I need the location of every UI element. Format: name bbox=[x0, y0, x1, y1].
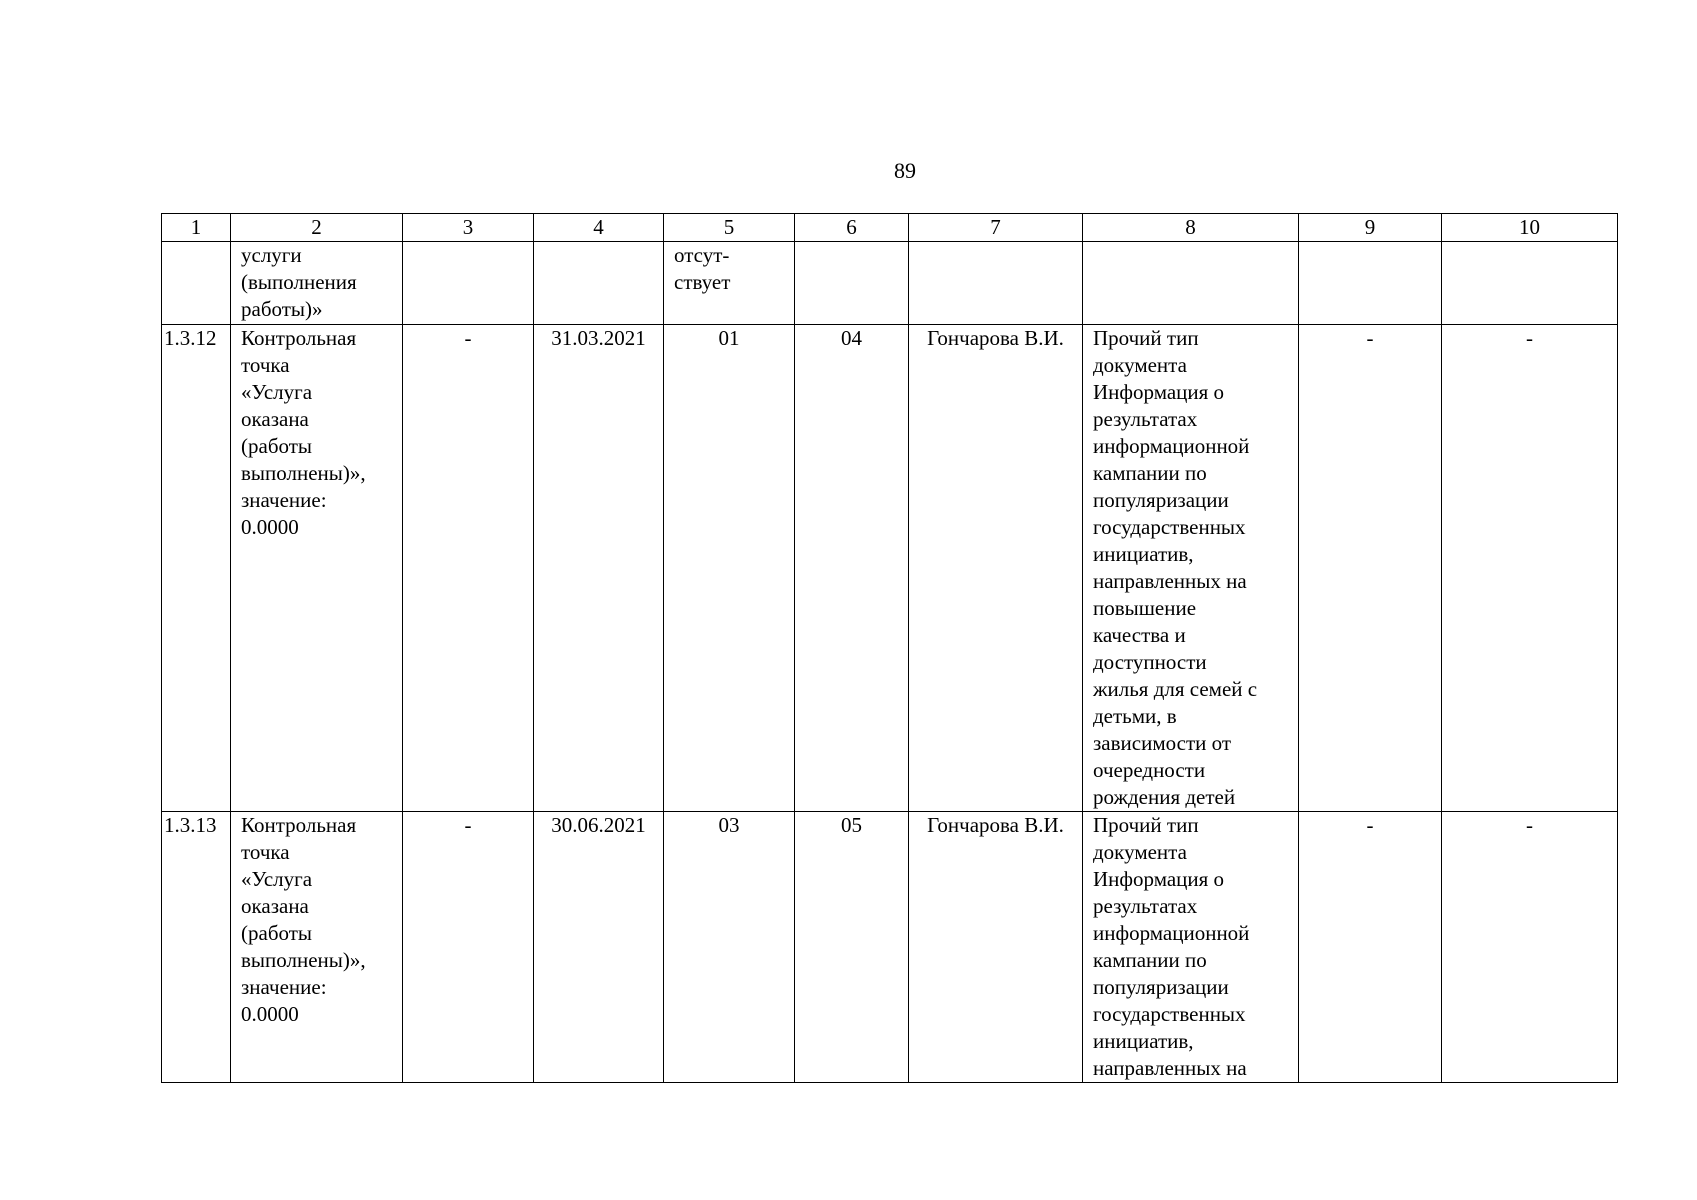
text-line: точка bbox=[241, 353, 290, 377]
column-header: 9 bbox=[1299, 214, 1442, 242]
column-header: 10 bbox=[1442, 214, 1618, 242]
description-cell bbox=[231, 812, 403, 1083]
cell-col9: - bbox=[1299, 812, 1442, 1083]
date-cell bbox=[534, 242, 664, 325]
text-line: рождения детей bbox=[1093, 785, 1236, 809]
row-number-cell bbox=[162, 242, 231, 325]
cell-col3 bbox=[403, 242, 534, 325]
text-line: повышение bbox=[1093, 596, 1197, 620]
text-line: (работы bbox=[241, 921, 313, 945]
text-line: Прочий тип bbox=[1093, 813, 1199, 837]
text-line: 03 bbox=[718, 813, 740, 837]
cell-col6 bbox=[795, 242, 909, 325]
cell-col5 bbox=[664, 812, 795, 1083]
cell-col3: - bbox=[403, 812, 534, 1083]
text-line: 01 bbox=[718, 326, 740, 350]
column-header: 3 bbox=[403, 214, 534, 242]
date-cell: 31.03.2021 bbox=[534, 325, 664, 812]
text-line: оказана bbox=[241, 894, 309, 918]
text-line: информационной bbox=[1093, 921, 1250, 945]
cell-col10 bbox=[1442, 242, 1618, 325]
text-line: государственных bbox=[1093, 515, 1246, 539]
column-header: 6 bbox=[795, 214, 909, 242]
text-line: 0.0000 bbox=[241, 515, 299, 539]
text-line: услуги bbox=[241, 243, 302, 267]
column-header: 5 bbox=[664, 214, 795, 242]
document-table bbox=[161, 213, 1618, 1083]
text-line: Контрольная bbox=[241, 813, 357, 837]
text-line: «Услуга bbox=[241, 867, 313, 891]
cell-col10: - bbox=[1442, 325, 1618, 812]
text-line: кампании по bbox=[1093, 948, 1207, 972]
text-line: Информация о bbox=[1093, 867, 1225, 891]
page-number: 89 bbox=[894, 158, 916, 183]
text-line: жилья для семей с bbox=[1093, 677, 1258, 701]
table-row bbox=[162, 812, 1618, 1083]
text-line: 0.0000 bbox=[241, 1002, 299, 1026]
document-cell bbox=[1083, 325, 1299, 812]
date-cell: 30.06.2021 bbox=[534, 812, 664, 1083]
text-line: доступности bbox=[1093, 650, 1207, 674]
text-line: выполнены)», bbox=[241, 948, 366, 972]
cell-col5 bbox=[664, 325, 795, 812]
column-header: 1 bbox=[162, 214, 231, 242]
cell-col3: - bbox=[403, 325, 534, 812]
text-line: работы)» bbox=[241, 297, 323, 321]
text-line: качества и bbox=[1093, 623, 1186, 647]
cell-col5 bbox=[664, 242, 795, 325]
text-line: результатах bbox=[1093, 407, 1198, 431]
table-row bbox=[162, 325, 1618, 812]
text-line: инициатив, bbox=[1093, 542, 1194, 566]
responsible-cell bbox=[909, 242, 1083, 325]
responsible-cell: Гончарова В.И. bbox=[909, 812, 1083, 1083]
cell-col6: 05 bbox=[795, 812, 909, 1083]
text-line: зависимости от bbox=[1093, 731, 1232, 755]
text-line: информационной bbox=[1093, 434, 1250, 458]
text-line: ствует bbox=[674, 270, 731, 294]
text-line: Информация о bbox=[1093, 380, 1225, 404]
text-line: государственных bbox=[1093, 1002, 1246, 1026]
table-header-row bbox=[162, 214, 1618, 242]
cell-col10: - bbox=[1442, 812, 1618, 1083]
column-header: 2 bbox=[231, 214, 403, 242]
text-line: значение: bbox=[241, 488, 327, 512]
text-line: «Услуга bbox=[241, 380, 313, 404]
column-header: 7 bbox=[909, 214, 1083, 242]
description-cell bbox=[231, 325, 403, 812]
text-line: детьми, в bbox=[1093, 704, 1177, 728]
text-line: популяризации bbox=[1093, 975, 1229, 999]
text-line: значение: bbox=[241, 975, 327, 999]
cell-col6: 04 bbox=[795, 325, 909, 812]
text-line: очередности bbox=[1093, 758, 1206, 782]
text-line: документа bbox=[1093, 840, 1187, 864]
text-line: документа bbox=[1093, 353, 1187, 377]
text-line: Прочий тип bbox=[1093, 326, 1199, 350]
column-header: 8 bbox=[1083, 214, 1299, 242]
text-line: оказана bbox=[241, 407, 309, 431]
responsible-cell: Гончарова В.И. bbox=[909, 325, 1083, 812]
text-line: отсут- bbox=[674, 243, 730, 267]
description-cell bbox=[231, 242, 403, 325]
column-header: 4 bbox=[534, 214, 664, 242]
cell-col9 bbox=[1299, 242, 1442, 325]
text-line: результатах bbox=[1093, 894, 1198, 918]
document-cell bbox=[1083, 812, 1299, 1083]
text-line: направленных на bbox=[1093, 1056, 1247, 1080]
row-number-cell: 1.3.12 bbox=[162, 325, 231, 812]
text-line: точка bbox=[241, 840, 290, 864]
document-cell bbox=[1083, 242, 1299, 325]
text-line: инициатив, bbox=[1093, 1029, 1194, 1053]
cell-col9: - bbox=[1299, 325, 1442, 812]
text-line: (выполнения bbox=[241, 270, 357, 294]
text-line: популяризации bbox=[1093, 488, 1229, 512]
text-line: кампании по bbox=[1093, 461, 1207, 485]
row-number-cell: 1.3.13 bbox=[162, 812, 231, 1083]
text-line: направленных на bbox=[1093, 569, 1247, 593]
text-line: выполнены)», bbox=[241, 461, 366, 485]
text-line: (работы bbox=[241, 434, 313, 458]
table-row bbox=[162, 242, 1618, 325]
text-line: Контрольная bbox=[241, 326, 357, 350]
